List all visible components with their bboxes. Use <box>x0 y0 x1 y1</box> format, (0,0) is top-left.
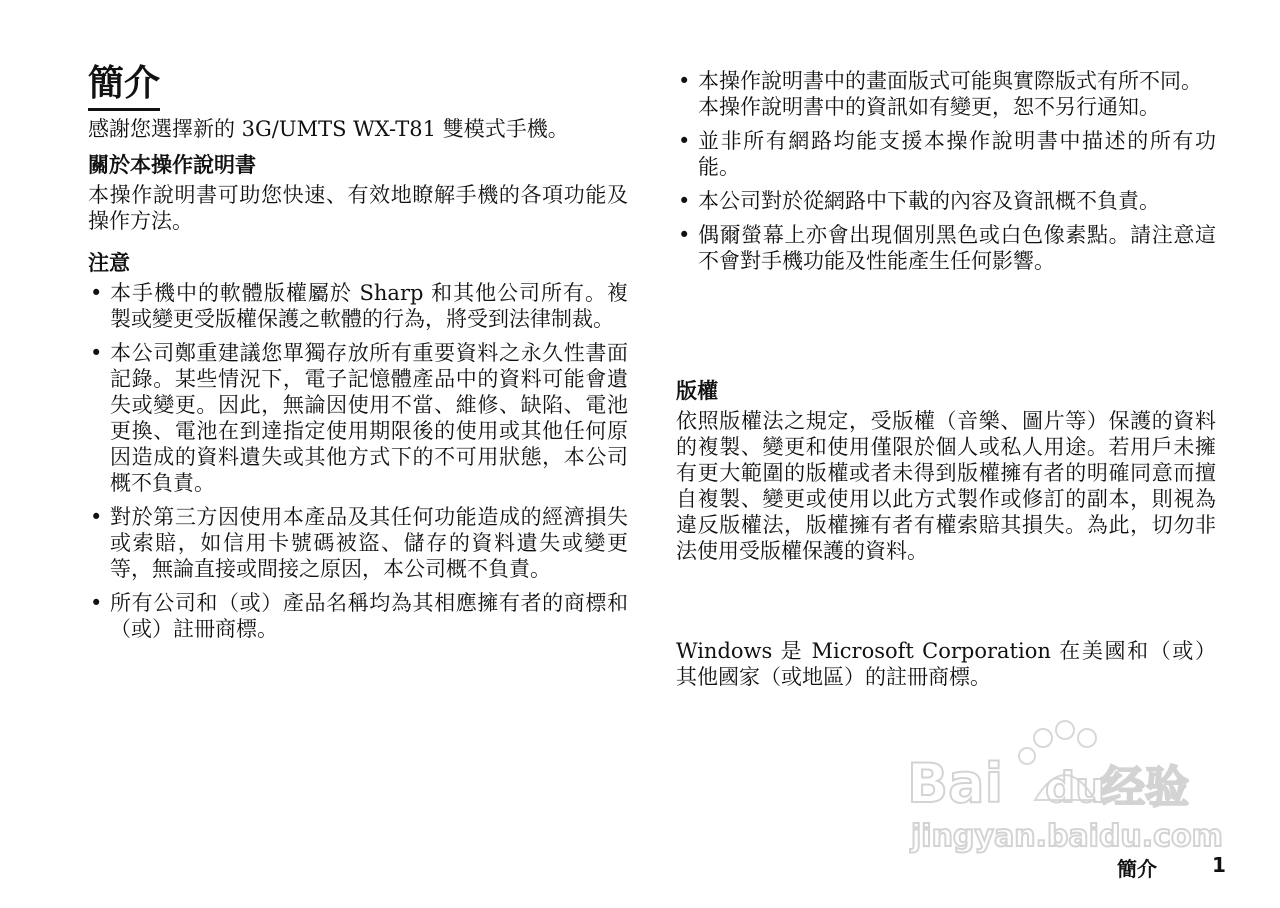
notice-item-text: 對於第三方因使用本產品及其任何功能造成的經濟損失或索賠，如信用卡號碼被盜、儲存的資料遺失或變更等，無論直接或間接之原因，本公司概不負責。 <box>110 505 628 581</box>
copyright-text: 依照版權法之規定，受版權（音樂、圖片等）保護的資料的複製、變更和使用僅限於個人或私人用途。若用戶未擁有更大範圍的版權或者未得到版權擁有者的明確同意而擅自複製、變更或使用以此方式製作或修訂的副本，則視為違反版權法，版權擁有者有權索賠其損失。為此，切勿非法使用受版權保護的資料。 <box>676 409 1216 563</box>
svg-text:du: du <box>1045 763 1105 812</box>
bullet-icon: • <box>90 505 103 529</box>
bullet-icon: • <box>678 223 691 247</box>
notice-heading: 注意 <box>88 251 130 275</box>
bullet-icon: • <box>678 189 691 213</box>
intro-text: 感謝您選擇新的 3G/UMTS WX-T81 雙模式手機。 <box>88 117 569 141</box>
bullet-icon: • <box>678 69 691 93</box>
about-heading: 關於本操作說明書 <box>88 153 256 177</box>
remarks-list <box>676 68 1216 274</box>
list-item <box>676 188 1216 214</box>
notice-item-text: 本手機中的軟體版權屬於 Sharp 和其他公司所有。複製或變更受版權保護之軟體的行為，將受到法律制裁。 <box>110 281 628 331</box>
about-text: 本操作說明書可助您快速、有效地瞭解手機的各項功能及操作方法。 <box>88 183 628 233</box>
remark-text: 並非所有網路均能支援本操作說明書中描述的所有功能。 <box>698 129 1216 179</box>
remark-text: 本操作說明書中的資訊如有變更，恕不另行通知。 <box>698 95 1160 119</box>
list-item <box>88 590 628 642</box>
list-item <box>676 68 1216 120</box>
notice-item-text: 本公司鄭重建議您單獨存放所有重要資料之永久性書面記錄。某些情況下，電子記憶體產品中的資料可能會遺失或變更。因此，無論因使用不當、維修、缺陷、電池更換、電池在到達指定使用期限後的使用或其他任何原因造成的資料遺失或其他方式下的不可用狀態，本公司概不負責。 <box>110 341 628 495</box>
page-number: 1 <box>1212 853 1226 877</box>
footer-section-title: 簡介 <box>1117 857 1157 881</box>
notice-list <box>88 280 628 642</box>
list-item <box>676 222 1216 274</box>
list-item <box>88 280 628 332</box>
svg-text:Bai: Bai <box>907 752 1004 815</box>
bullet-icon: • <box>678 129 691 153</box>
bullet-icon: • <box>90 591 103 615</box>
copyright-heading: 版權 <box>676 379 718 403</box>
list-item <box>88 504 628 582</box>
notice-item-text: 所有公司和（或）產品名稱均為其相應擁有者的商標和（或）註冊商標。 <box>110 591 628 641</box>
trademark-text: Windows 是 Microsoft Corporation 在美國和（或）其他國家（或地區）的註冊商標。 <box>676 639 1216 689</box>
bullet-icon: • <box>90 341 103 365</box>
list-item <box>88 340 628 496</box>
remark-text: 本公司對於從網路中下載的內容及資訊概不負責。 <box>698 189 1160 213</box>
baidu-watermark-logo <box>905 720 1225 860</box>
page-title: 簡介 <box>88 62 160 111</box>
remark-text: 偶爾螢幕上亦會出現個別黑色或白色像素點。請注意這不會對手機功能及性能產生任何影響。 <box>698 223 1216 273</box>
bullet-icon: • <box>90 281 103 305</box>
svg-text:jingyan.baidu.com: jingyan.baidu.com <box>911 819 1223 854</box>
list-item <box>676 128 1216 180</box>
remark-text: 本操作說明書中的畫面版式可能與實際版式有所不同。 <box>698 69 1202 93</box>
svg-text:经验: 经验 <box>1101 762 1189 813</box>
